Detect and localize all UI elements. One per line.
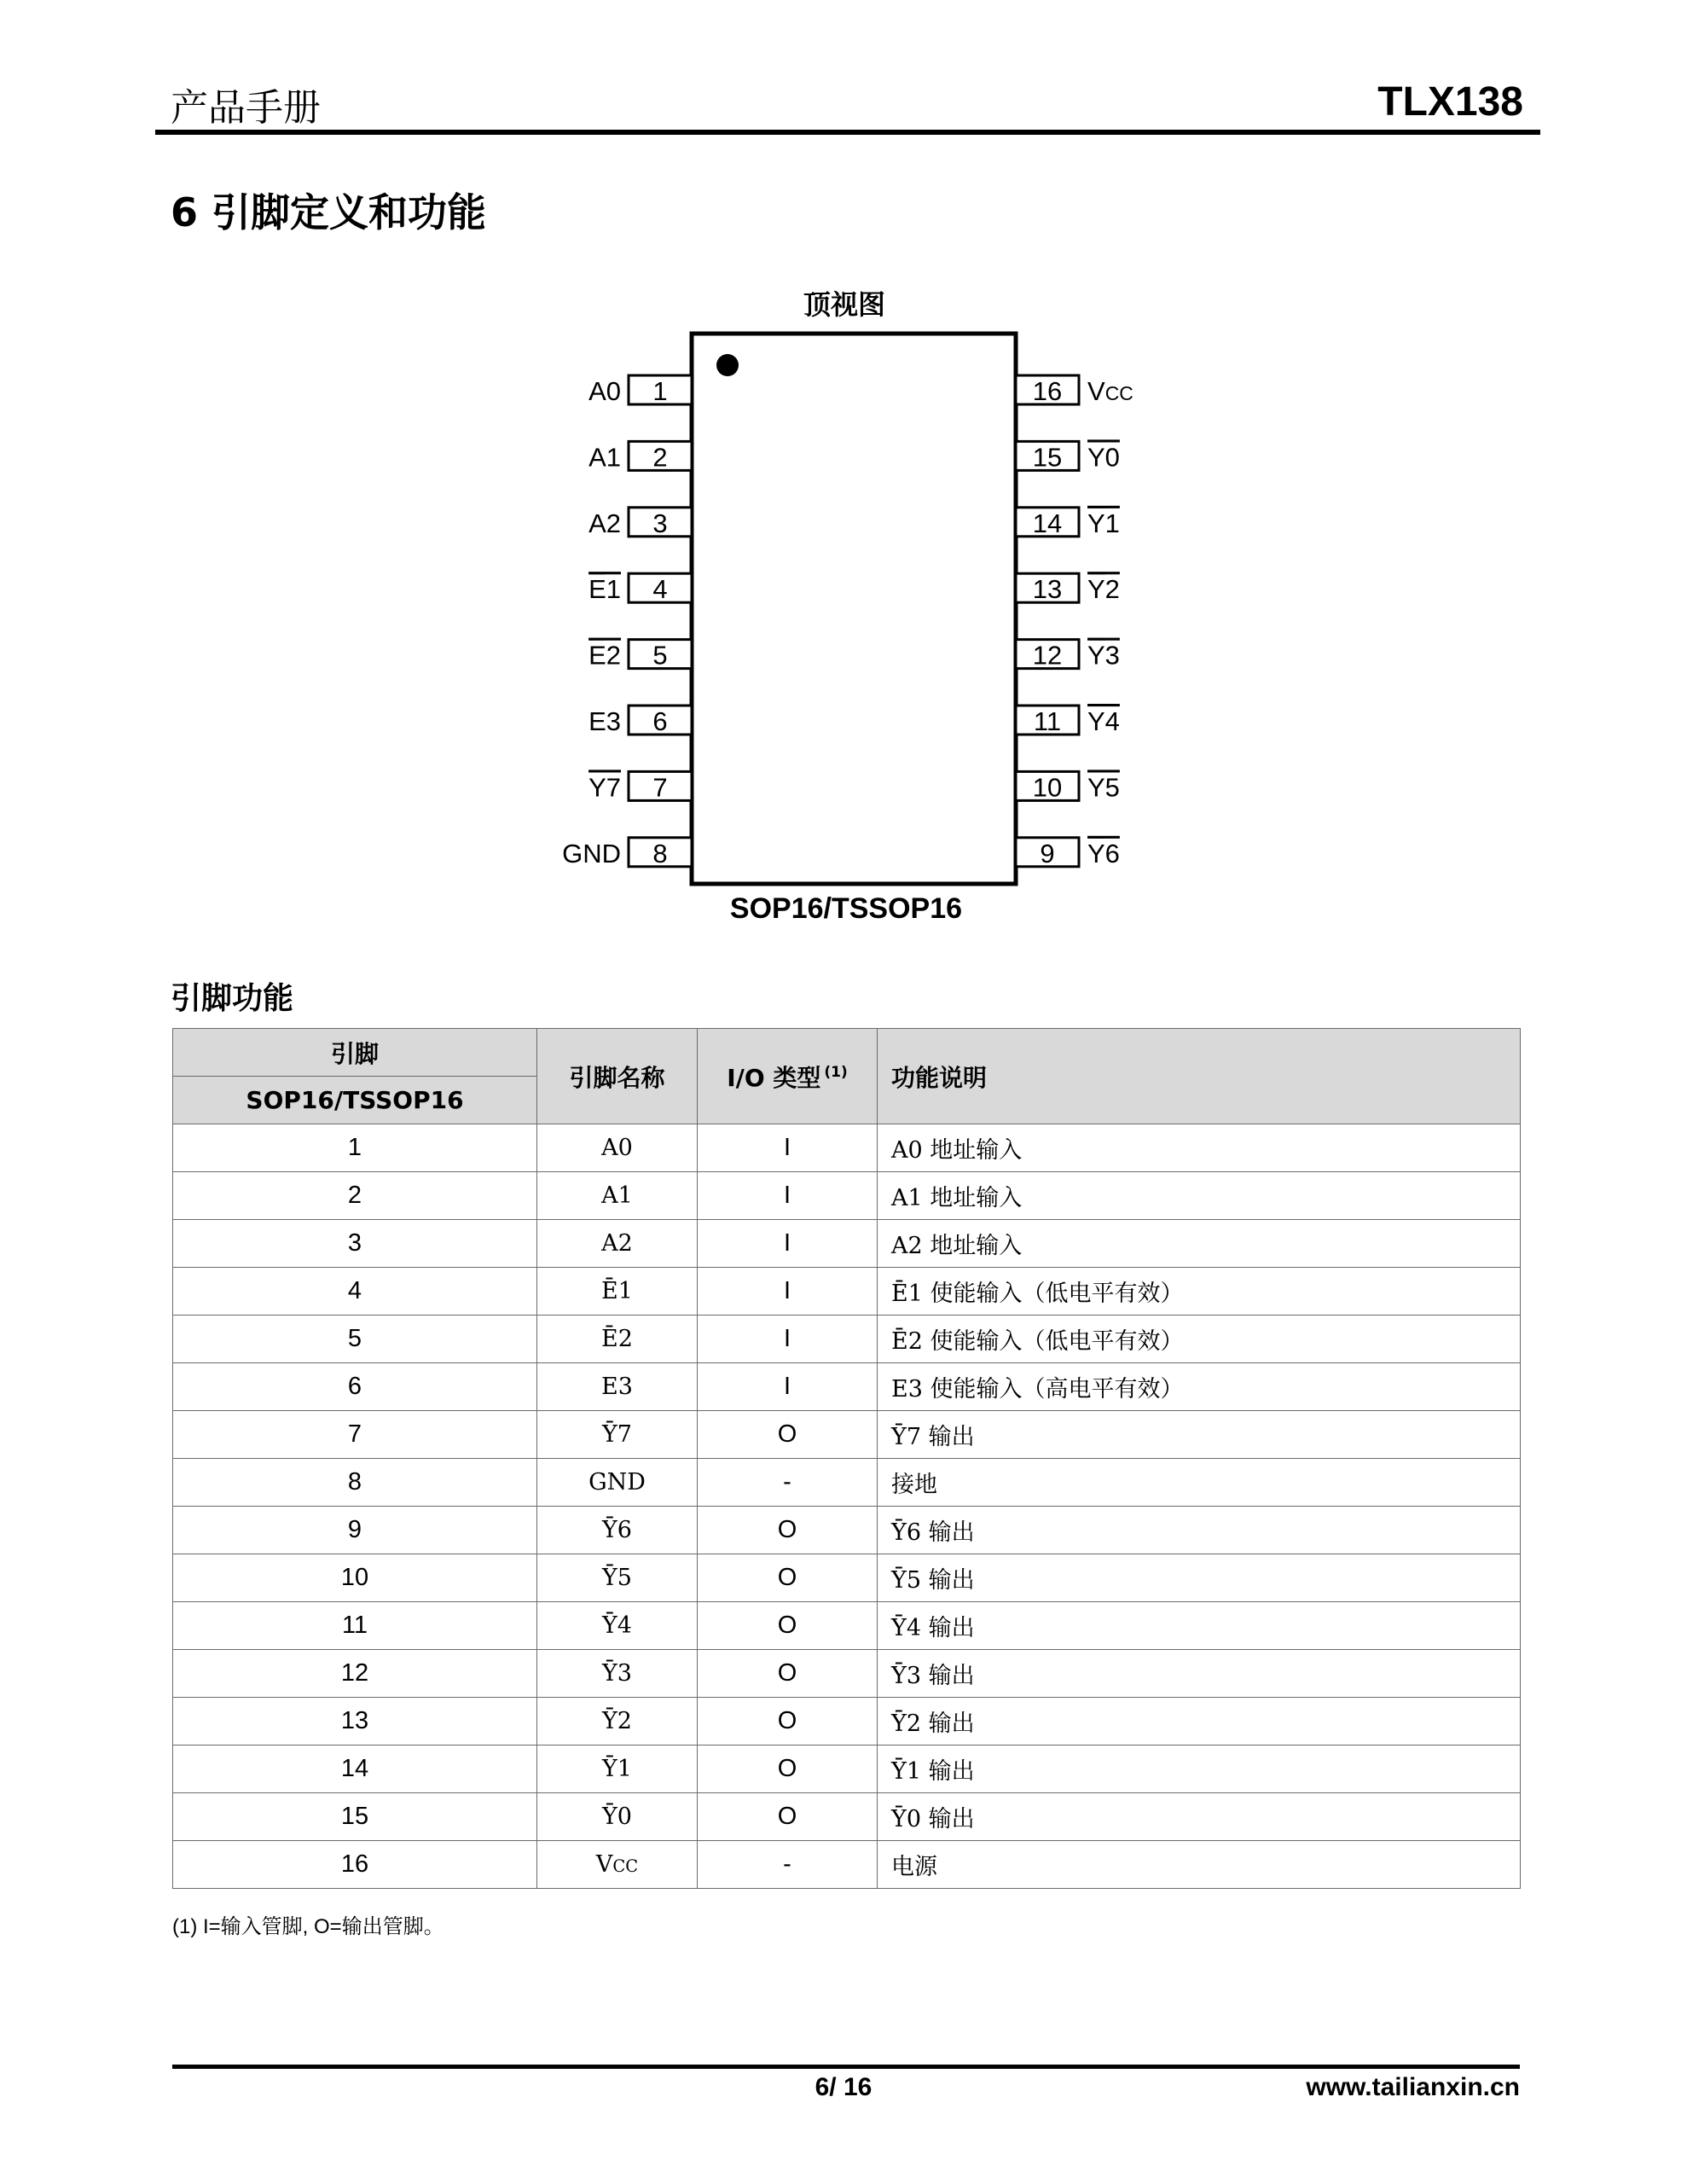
io-type-cell xyxy=(698,1124,878,1172)
pin-name-cell xyxy=(537,1459,698,1507)
table-row xyxy=(173,1363,1521,1411)
description-cell xyxy=(878,1124,1521,1172)
description-cell-text: Ē2 使能输入（低电平有效） xyxy=(891,1328,1184,1355)
pin-9 xyxy=(1016,838,1120,868)
description-cell xyxy=(878,1745,1521,1793)
description-cell-text: A2 地址输入 xyxy=(891,1233,1023,1259)
pin-number-cell xyxy=(173,1363,537,1411)
table-row xyxy=(173,1411,1521,1459)
description-cell xyxy=(878,1268,1521,1316)
pin-number: 5 xyxy=(652,640,668,671)
pin-12 xyxy=(1016,640,1120,671)
pin-number-cell-text: 10 xyxy=(340,1564,369,1591)
pin-label-text: Y6 xyxy=(1087,838,1120,868)
pin-number: 10 xyxy=(1032,772,1063,803)
pin-name-cell-text: Ȳ0 xyxy=(601,1804,632,1830)
pin-label xyxy=(588,574,621,604)
pin-name-cell xyxy=(537,1745,698,1793)
pin-number: 1 xyxy=(652,376,668,406)
pin-number-cell xyxy=(173,1554,537,1602)
description-cell xyxy=(878,1507,1521,1554)
description-cell-text: A0 地址输入 xyxy=(891,1137,1023,1164)
pin-label-text: Y3 xyxy=(1087,640,1120,671)
pin-number: 6 xyxy=(652,706,668,736)
table-row xyxy=(173,1745,1521,1793)
pin-number-cell-text: 6 xyxy=(347,1373,362,1400)
pin-11 xyxy=(1016,706,1120,736)
table-row xyxy=(173,1793,1521,1841)
header-io-label: I/O 类型 xyxy=(727,1063,821,1092)
pin-number-cell xyxy=(173,1268,537,1316)
pin-1 xyxy=(588,375,692,406)
description-cell xyxy=(878,1554,1521,1602)
pin-name-cell-text: Ȳ1 xyxy=(601,1756,632,1782)
pin-number-cell xyxy=(173,1124,537,1172)
pin-4 xyxy=(588,573,692,604)
description-cell-text: 接地 xyxy=(891,1472,937,1498)
pin-number: 16 xyxy=(1032,376,1063,406)
pin-number-cell xyxy=(173,1220,537,1268)
pin-number-cell-text: 8 xyxy=(347,1468,362,1496)
pin-function-title: 引脚功能 xyxy=(171,981,294,1016)
pin-number: 2 xyxy=(652,442,668,473)
io-type-cell xyxy=(698,1650,878,1698)
pin-label-text: E1 xyxy=(588,574,621,605)
table-row xyxy=(173,1554,1521,1602)
pin-number-cell-text: 14 xyxy=(340,1755,369,1782)
description-cell xyxy=(878,1650,1521,1698)
description-cell-text: Ȳ0 输出 xyxy=(891,1806,975,1833)
pin-name-cell-text: GND xyxy=(588,1469,646,1496)
io-type-cell xyxy=(698,1411,878,1459)
pin-name-cell xyxy=(537,1554,698,1602)
pin-number: 8 xyxy=(652,838,668,868)
pin-number-cell xyxy=(173,1841,537,1889)
pin1-marker xyxy=(716,354,739,376)
io-type-cell xyxy=(698,1268,878,1316)
description-cell-text: Ȳ2 输出 xyxy=(891,1711,975,1737)
io-type-cell-text: I xyxy=(783,1277,791,1304)
pin-label xyxy=(1087,839,1120,868)
pin-name-cell-text: V xyxy=(595,1851,613,1878)
pin-number-cell xyxy=(173,1459,537,1507)
io-type-cell-text: O xyxy=(777,1755,797,1782)
pin-number-cell-text: 11 xyxy=(341,1612,368,1639)
pin-15 xyxy=(1016,441,1120,472)
description-cell-text: Ȳ6 输出 xyxy=(891,1519,975,1546)
io-type-cell-text: O xyxy=(777,1420,797,1448)
table-row xyxy=(173,1507,1521,1554)
io-type-cell xyxy=(698,1363,878,1411)
description-cell-text: 电源 xyxy=(891,1854,937,1880)
io-type-cell-text: O xyxy=(777,1803,797,1830)
pin-3 xyxy=(588,508,692,538)
table-row xyxy=(173,1602,1521,1650)
pin-2 xyxy=(588,441,692,472)
pin-label xyxy=(1087,706,1120,736)
table-row xyxy=(173,1124,1521,1172)
pin-number: 3 xyxy=(652,508,668,538)
pin-name-cell xyxy=(537,1650,698,1698)
pin-6 xyxy=(588,706,692,736)
table-row xyxy=(173,1459,1521,1507)
pin-name-cell xyxy=(537,1124,698,1172)
pin-number-cell-text: 2 xyxy=(347,1182,362,1209)
pin-name-cell-text: A2 xyxy=(601,1230,633,1257)
description-cell xyxy=(878,1220,1521,1268)
description-cell xyxy=(878,1411,1521,1459)
io-type-cell-text: - xyxy=(783,1850,791,1878)
io-type-cell xyxy=(698,1793,878,1841)
table-row xyxy=(173,1841,1521,1889)
pin-14 xyxy=(1016,508,1120,538)
io-type-cell xyxy=(698,1841,878,1889)
io-type-cell-text: O xyxy=(777,1659,797,1687)
pin-number-cell-text: 15 xyxy=(340,1803,369,1830)
pin-number-cell xyxy=(173,1602,537,1650)
pin-number-cell xyxy=(173,1411,537,1459)
pinout-diagram xyxy=(0,0,1687,947)
pin-name-cell-text: Ȳ5 xyxy=(601,1565,632,1591)
website-link[interactable]: www.tailianxin.cn xyxy=(1306,2073,1520,2101)
io-type-cell-text: I xyxy=(783,1325,791,1352)
pin-number-cell-text: 16 xyxy=(340,1850,369,1878)
description-cell xyxy=(878,1363,1521,1411)
io-type-cell-text: - xyxy=(783,1468,791,1496)
pin-number: 12 xyxy=(1032,640,1063,671)
io-type-cell-text: O xyxy=(777,1707,797,1734)
io-type-cell xyxy=(698,1698,878,1745)
io-type-cell xyxy=(698,1172,878,1220)
pin-number-cell xyxy=(173,1745,537,1793)
pin-label xyxy=(588,508,621,538)
description-cell-text: E3 使能输入（高电平有效） xyxy=(891,1376,1184,1403)
pin-name-cell-text: Ȳ3 xyxy=(601,1660,632,1687)
table-row xyxy=(173,1650,1521,1698)
pin-label-text: V xyxy=(1087,376,1105,406)
pin-13 xyxy=(1016,573,1120,604)
pin-name-cell-text: Ȳ4 xyxy=(601,1612,632,1639)
pin-number-cell-text: 9 xyxy=(347,1516,362,1543)
pin-label xyxy=(588,376,621,406)
pin-number: 4 xyxy=(652,574,668,605)
pin-number: 15 xyxy=(1032,442,1063,473)
footnote: (1) I=输入管脚, O=输出管脚。 xyxy=(172,1915,444,1938)
pin-name-cell xyxy=(537,1793,698,1841)
pin-8 xyxy=(562,838,692,868)
pin-label xyxy=(1087,508,1120,538)
left-pin-group xyxy=(562,375,692,868)
header-doc-type: 产品手册 xyxy=(171,86,321,130)
pin-number-cell xyxy=(173,1507,537,1554)
io-type-cell-text: O xyxy=(777,1564,797,1591)
io-type-cell-text: I xyxy=(783,1373,791,1400)
pin-number: 7 xyxy=(652,772,668,803)
header-pin: 引脚 xyxy=(173,1029,537,1077)
pin-label-text: Y5 xyxy=(1087,772,1120,803)
pin-name-cell-text: A0 xyxy=(601,1135,633,1161)
package-label: SOP16/TSSOP16 xyxy=(729,892,963,925)
pin-number-cell xyxy=(173,1793,537,1841)
pin-label xyxy=(1087,442,1120,472)
description-cell-text: A1 地址输入 xyxy=(891,1185,1023,1211)
table-row xyxy=(173,1698,1521,1745)
pin-label xyxy=(588,706,621,736)
table-row xyxy=(173,1220,1521,1268)
io-type-cell-text: O xyxy=(777,1612,797,1639)
pin-name-cell xyxy=(537,1172,698,1220)
pin-name-cell xyxy=(537,1316,698,1363)
pin-label-subscript: CC xyxy=(1104,382,1133,404)
table-row xyxy=(173,1172,1521,1220)
pin-function-table-wrapper xyxy=(172,1028,1520,1889)
description-cell-text: Ē1 使能输入（低电平有效） xyxy=(891,1281,1184,1307)
pin-name-cell xyxy=(537,1602,698,1650)
header-io-footnote: (1) xyxy=(824,1064,848,1082)
header-pin-name: 引脚名称 xyxy=(537,1029,698,1124)
pin-number-cell-text: 13 xyxy=(340,1707,369,1734)
description-cell xyxy=(878,1316,1521,1363)
pin-number: 9 xyxy=(1040,838,1055,868)
pin-16 xyxy=(1016,375,1133,406)
header-part-number: TLX138 xyxy=(1377,79,1523,125)
table-body xyxy=(173,1124,1521,1889)
pin-10 xyxy=(1016,771,1120,802)
io-type-cell xyxy=(698,1316,878,1363)
pin-label xyxy=(588,442,621,472)
pin-label-text: Y4 xyxy=(1087,706,1120,736)
description-cell-text: Ȳ1 输出 xyxy=(891,1758,975,1785)
header-io-type xyxy=(698,1029,878,1124)
pin-label-text: E3 xyxy=(588,706,621,736)
pin-7 xyxy=(588,771,692,802)
io-type-cell xyxy=(698,1459,878,1507)
pin-number-cell-text: 5 xyxy=(347,1325,362,1352)
description-cell xyxy=(878,1698,1521,1745)
description-cell xyxy=(878,1602,1521,1650)
page-number: 6/ 16 xyxy=(815,2073,872,2101)
pin-number-cell-text: 12 xyxy=(340,1659,369,1687)
io-type-cell xyxy=(698,1602,878,1650)
pin-name-subscript: CC xyxy=(612,1856,639,1876)
pin-name-cell xyxy=(537,1268,698,1316)
io-type-cell-text: I xyxy=(783,1182,791,1209)
io-type-cell-text: I xyxy=(783,1134,791,1161)
pin-label-text: Y2 xyxy=(1087,574,1120,605)
pin-label xyxy=(588,772,621,802)
pin-name-cell xyxy=(537,1220,698,1268)
pin-number-cell xyxy=(173,1650,537,1698)
pin-name-cell-text: Ȳ6 xyxy=(601,1517,632,1543)
pin-number-cell xyxy=(173,1316,537,1363)
pin-name-cell-text: Ȳ7 xyxy=(601,1421,632,1448)
table-row xyxy=(173,1316,1521,1363)
pin-number-cell-text: 1 xyxy=(347,1134,362,1161)
pin-name-cell xyxy=(537,1507,698,1554)
pin-label-text: A0 xyxy=(588,376,621,406)
pin-label xyxy=(1087,772,1120,802)
pin-label xyxy=(1087,574,1120,604)
pin-name-cell-text: Ē2 xyxy=(601,1326,633,1352)
pin-5 xyxy=(588,640,692,671)
pin-number-cell-text: 4 xyxy=(347,1277,362,1304)
pin-name-cell-text: E3 xyxy=(601,1374,633,1400)
footer-rule xyxy=(172,2065,1520,2069)
pin-name-cell-text: Ē1 xyxy=(601,1278,633,1304)
header-package: SOP16/TSSOP16 xyxy=(173,1077,537,1124)
right-pin-group xyxy=(1016,375,1133,868)
pin-function-table xyxy=(172,1028,1521,1889)
pin-name-cell-text: A1 xyxy=(601,1182,633,1209)
io-type-cell-text: I xyxy=(783,1229,791,1257)
pin-label xyxy=(1087,376,1133,406)
pin-name-cell xyxy=(537,1411,698,1459)
io-type-cell xyxy=(698,1220,878,1268)
pin-label-text: E2 xyxy=(588,640,621,671)
table-row xyxy=(173,1268,1521,1316)
pin-name-cell xyxy=(537,1698,698,1745)
description-cell xyxy=(878,1172,1521,1220)
pin-number: 13 xyxy=(1032,574,1063,605)
description-cell-text: Ȳ4 输出 xyxy=(891,1615,975,1641)
description-cell xyxy=(878,1793,1521,1841)
pin-name-cell xyxy=(537,1363,698,1411)
pin-label-text: Y1 xyxy=(1087,508,1120,538)
pin-number-cell-text: 3 xyxy=(347,1229,362,1257)
pin-name-cell-text: Ȳ2 xyxy=(601,1708,632,1734)
io-type-cell-text: O xyxy=(777,1516,797,1543)
header-description: 功能说明 xyxy=(878,1029,1521,1124)
pin-number: 11 xyxy=(1033,706,1062,736)
pin-number-cell-text: 7 xyxy=(347,1420,362,1448)
io-type-cell xyxy=(698,1554,878,1602)
pin-number-cell xyxy=(173,1172,537,1220)
section-title: 6 引脚定义和功能 xyxy=(171,189,487,235)
description-cell-text: Ȳ3 输出 xyxy=(891,1663,975,1689)
pin-label-text: Y7 xyxy=(588,772,621,803)
view-label: 顶视图 xyxy=(803,288,886,321)
description-cell xyxy=(878,1841,1521,1889)
chip-body xyxy=(692,334,1016,884)
pin-number-cell xyxy=(173,1698,537,1745)
pin-label-text: A2 xyxy=(588,508,621,538)
pin-number: 14 xyxy=(1032,508,1063,538)
pin-name-cell xyxy=(537,1841,698,1889)
pin-label-text: A1 xyxy=(588,442,621,473)
description-cell xyxy=(878,1459,1521,1507)
pin-label xyxy=(588,641,621,671)
io-type-cell xyxy=(698,1507,878,1554)
pin-label-text: GND xyxy=(562,838,621,868)
pin-label xyxy=(1087,641,1120,671)
description-cell-text: Ȳ5 输出 xyxy=(891,1567,975,1594)
pin-label-text: Y0 xyxy=(1087,442,1120,473)
pin-label xyxy=(562,839,621,868)
io-type-cell xyxy=(698,1745,878,1793)
description-cell-text: Ȳ7 输出 xyxy=(891,1424,975,1450)
